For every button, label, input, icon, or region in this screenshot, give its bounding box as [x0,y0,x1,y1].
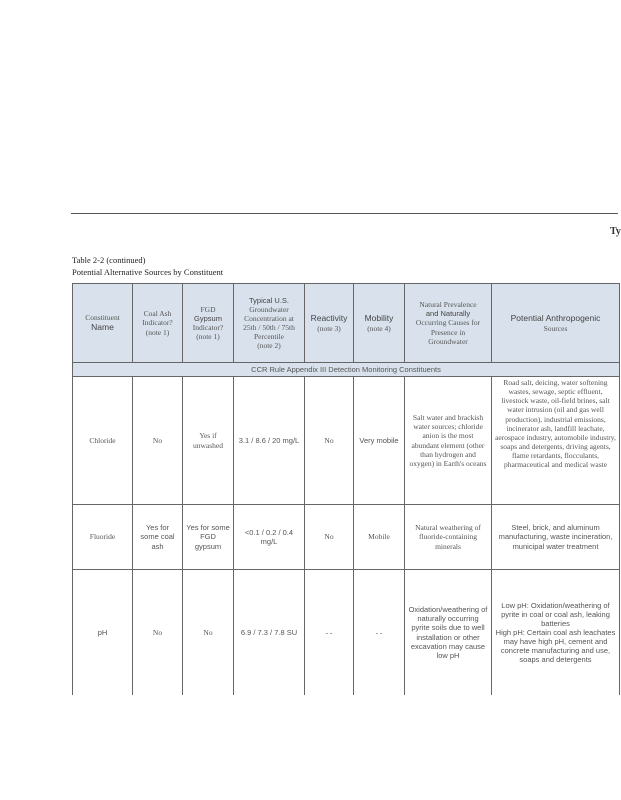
cell-natural: Natural weathering of fluoride-containing minerals [405,505,492,570]
table-row [73,570,620,696]
anthropogenic-high-ph: High pH: Certain coal ash leachates may have high pH, cement and concrete manufacturing and use, soaps and detergents [495,627,616,665]
col-header-mobility: Mobility (note 4) [354,284,405,363]
cell-constituent: Chloride [73,377,133,505]
cell-constituent: Fluoride [73,505,133,570]
col-header-fgd-gypsum: FGD Gypsum Indicator? (note 1) [183,284,234,363]
section-band-label: CCR Rule Appendix III Detection Monitoring Constituents [73,363,620,377]
cell-coal-ash: No [133,377,183,505]
cell-anthropogenic: Road salt, deicing, water softening wastes, sewage, septic effluent, livestock waste, oil-field brines, salt water intrusion (oil and gas well production), industrial emissions, incinerator ash, landfill leachate, aerospace industry, automobile industry, soaps and detergents, driving agents, flame retardants, flocculants, pharmaceutical and medical waste [492,377,620,505]
col-header-natural-prevalence: Natural Prevalence and Naturally Occurring Causes for Presence in Groundwater [405,284,492,363]
cell-natural: Salt water and brackish water sources; chloride anion is the most abundant element (other than hydrogen and oxygen) in Earth's oceans [405,377,492,505]
cell-mobility: Very mobile [354,377,405,505]
cell-natural: Oxidation/weathering of naturally occurring pyrite soils due to well installation or other excavation may cause low pH [405,570,492,696]
cell-mobility: Mobile [354,505,405,570]
cell-coal-ash: Yes for some coal ash [133,505,183,570]
section-band-row [73,363,620,377]
col-header-typical-concentration: Typical U.S. Groundwater Concentration at 25th / 50th / 75th Percentile (note 2) [234,284,305,363]
cell-reactivity: No [305,505,354,570]
table-header-row [73,284,620,363]
cell-typical: 3.1 / 8.6 / 20 mg/L [234,377,305,505]
cell-anthropogenic: Steel, brick, and aluminum manufacturing, waste incineration, municipal water treatment [492,505,620,570]
cell-typical: 6.9 / 7.3 / 7.8 SU [234,570,305,696]
cell-reactivity: - - [305,570,354,696]
cell-reactivity: No [305,377,354,505]
header-rule [71,213,618,214]
table-caption-title: Potential Alternative Sources by Constituent [72,267,224,277]
page-header-fragment: Ty [610,226,621,237]
alternative-sources-table [72,283,620,695]
cell-anthropogenic [492,570,620,696]
cell-mobility: - - [354,570,405,696]
anthropogenic-low-ph: Low pH: Oxidation/weathering of pyrite in coal or coal ash, leaking batteries [501,600,610,628]
col-header-reactivity: Reactivity (note 3) [305,284,354,363]
cell-coal-ash: No [133,570,183,696]
col-header-constituent: Constituent Name [73,284,133,363]
col-header-anthropogenic-sources: Potential Anthropogenic Sources [492,284,620,363]
cell-fgd: Yes if unwashed [183,377,234,505]
table-row [73,377,620,505]
cell-constituent: pH [73,570,133,696]
cell-typical: <0.1 / 0.2 / 0.4 mg/L [234,505,305,570]
cell-fgd: No [183,570,234,696]
col-header-coal-ash: Coal Ash Indicator? (note 1) [133,284,183,363]
table-row [73,505,620,570]
cell-fgd: Yes for some FGD gypsum [183,505,234,570]
table-caption-number: Table 2-2 (continued) [72,255,146,265]
